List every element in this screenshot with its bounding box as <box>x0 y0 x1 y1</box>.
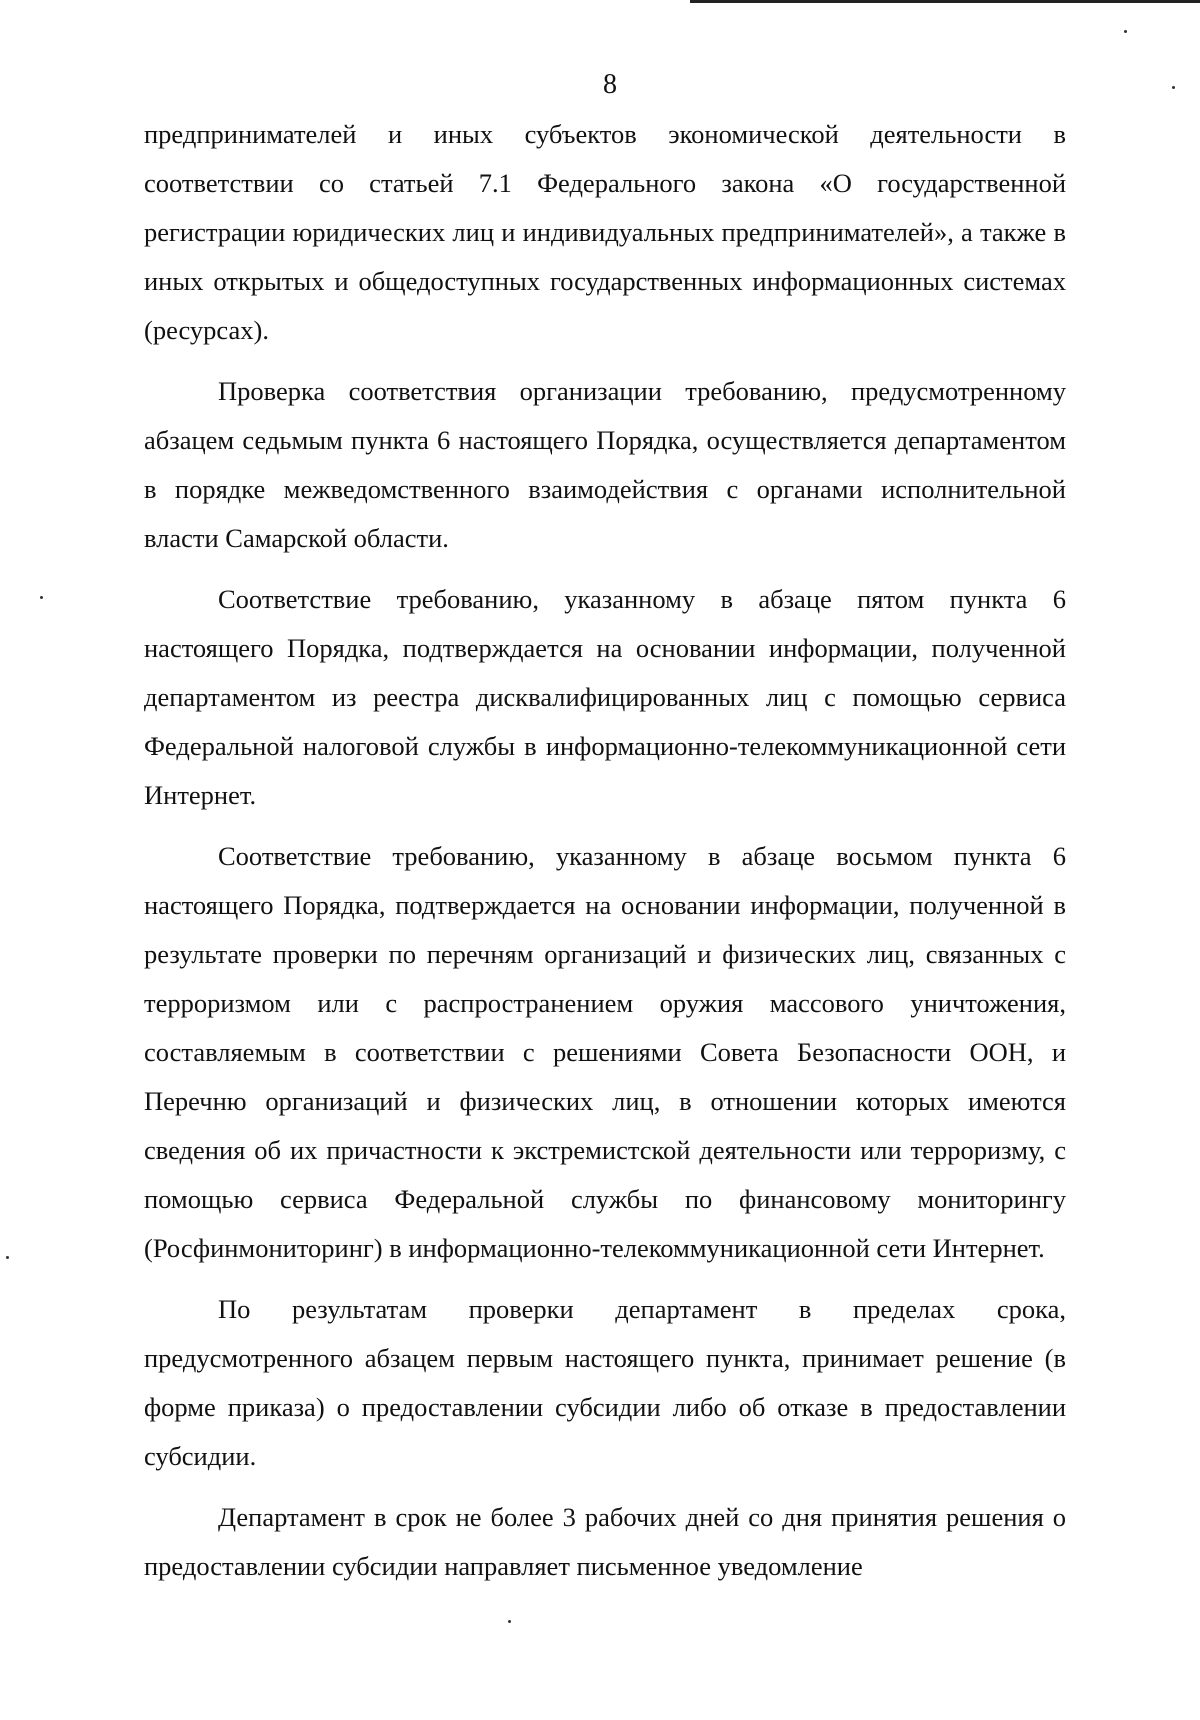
scan-speck <box>1124 30 1127 33</box>
paragraph-notification: Департамент в срок не более 3 рабочих дней со дня принятия решения о предоставлении субсидии направляет письменное уведомление <box>144 1502 1066 1581</box>
page-number: 8 <box>603 69 617 100</box>
paragraph-verification-requirement: Проверка соответствия организации требованию, предусмотренному абзацем седьмым пункта 6 настоящего Порядка, осуществляется департаментом в порядке межведомственного взаимодействия с органами исполнительной власти Самарской области. <box>144 376 1066 553</box>
scan-speck <box>6 1256 9 1259</box>
scan-speck <box>508 1620 511 1623</box>
scan-edge-line <box>690 0 1200 3</box>
paragraph-decision: По результатам проверки департамент в пределах срока, предусмотренного абзацем первым настоящего пункта, принимает решение (в форме приказа) о предоставлении субсидии либо об отказе в предоставлении субсидии. <box>144 1294 1066 1471</box>
document-body <box>144 110 1066 1603</box>
paragraph-disqualified-persons: Соответствие требованию, указанному в абзаце пятом пункта 6 настоящего Порядка, подтверждается на основании информации, полученной департаментом из реестра дисквалифицированных лиц с помощью сервиса Федеральной налоговой службы в информационно-телекоммуникационной сети Интернет. <box>144 584 1066 810</box>
paragraph-continuation: предпринимателей и иных субъектов экономической деятельности в соответствии со статьей 7.1 Федерального закона «О государственной регистрации юридических лиц и индивидуальных предпринимателей», а также в иных открытых и общедоступных государственных информационных системах (ресурсах). <box>144 119 1066 345</box>
scan-speck <box>40 596 43 599</box>
paragraph-terrorism-lists: Соответствие требованию, указанному в абзаце восьмом пункта 6 настоящего Порядка, подтверждается на основании информации, полученной в результате проверки по перечням организаций и физических лиц, связанных с терроризмом или с распространением оружия массового уничтожения, составляемым в соответствии с решениями Совета Безопасности ООН, и Перечню организаций и физических лиц, в отношении которых имеются сведения об их причастности к экстремистской деятельности или терроризму, с помощью сервиса Федеральной службы по финансовому мониторингу (Росфинмониторинг) в информационно-телекоммуникационной сети Интернет. <box>144 841 1066 1263</box>
